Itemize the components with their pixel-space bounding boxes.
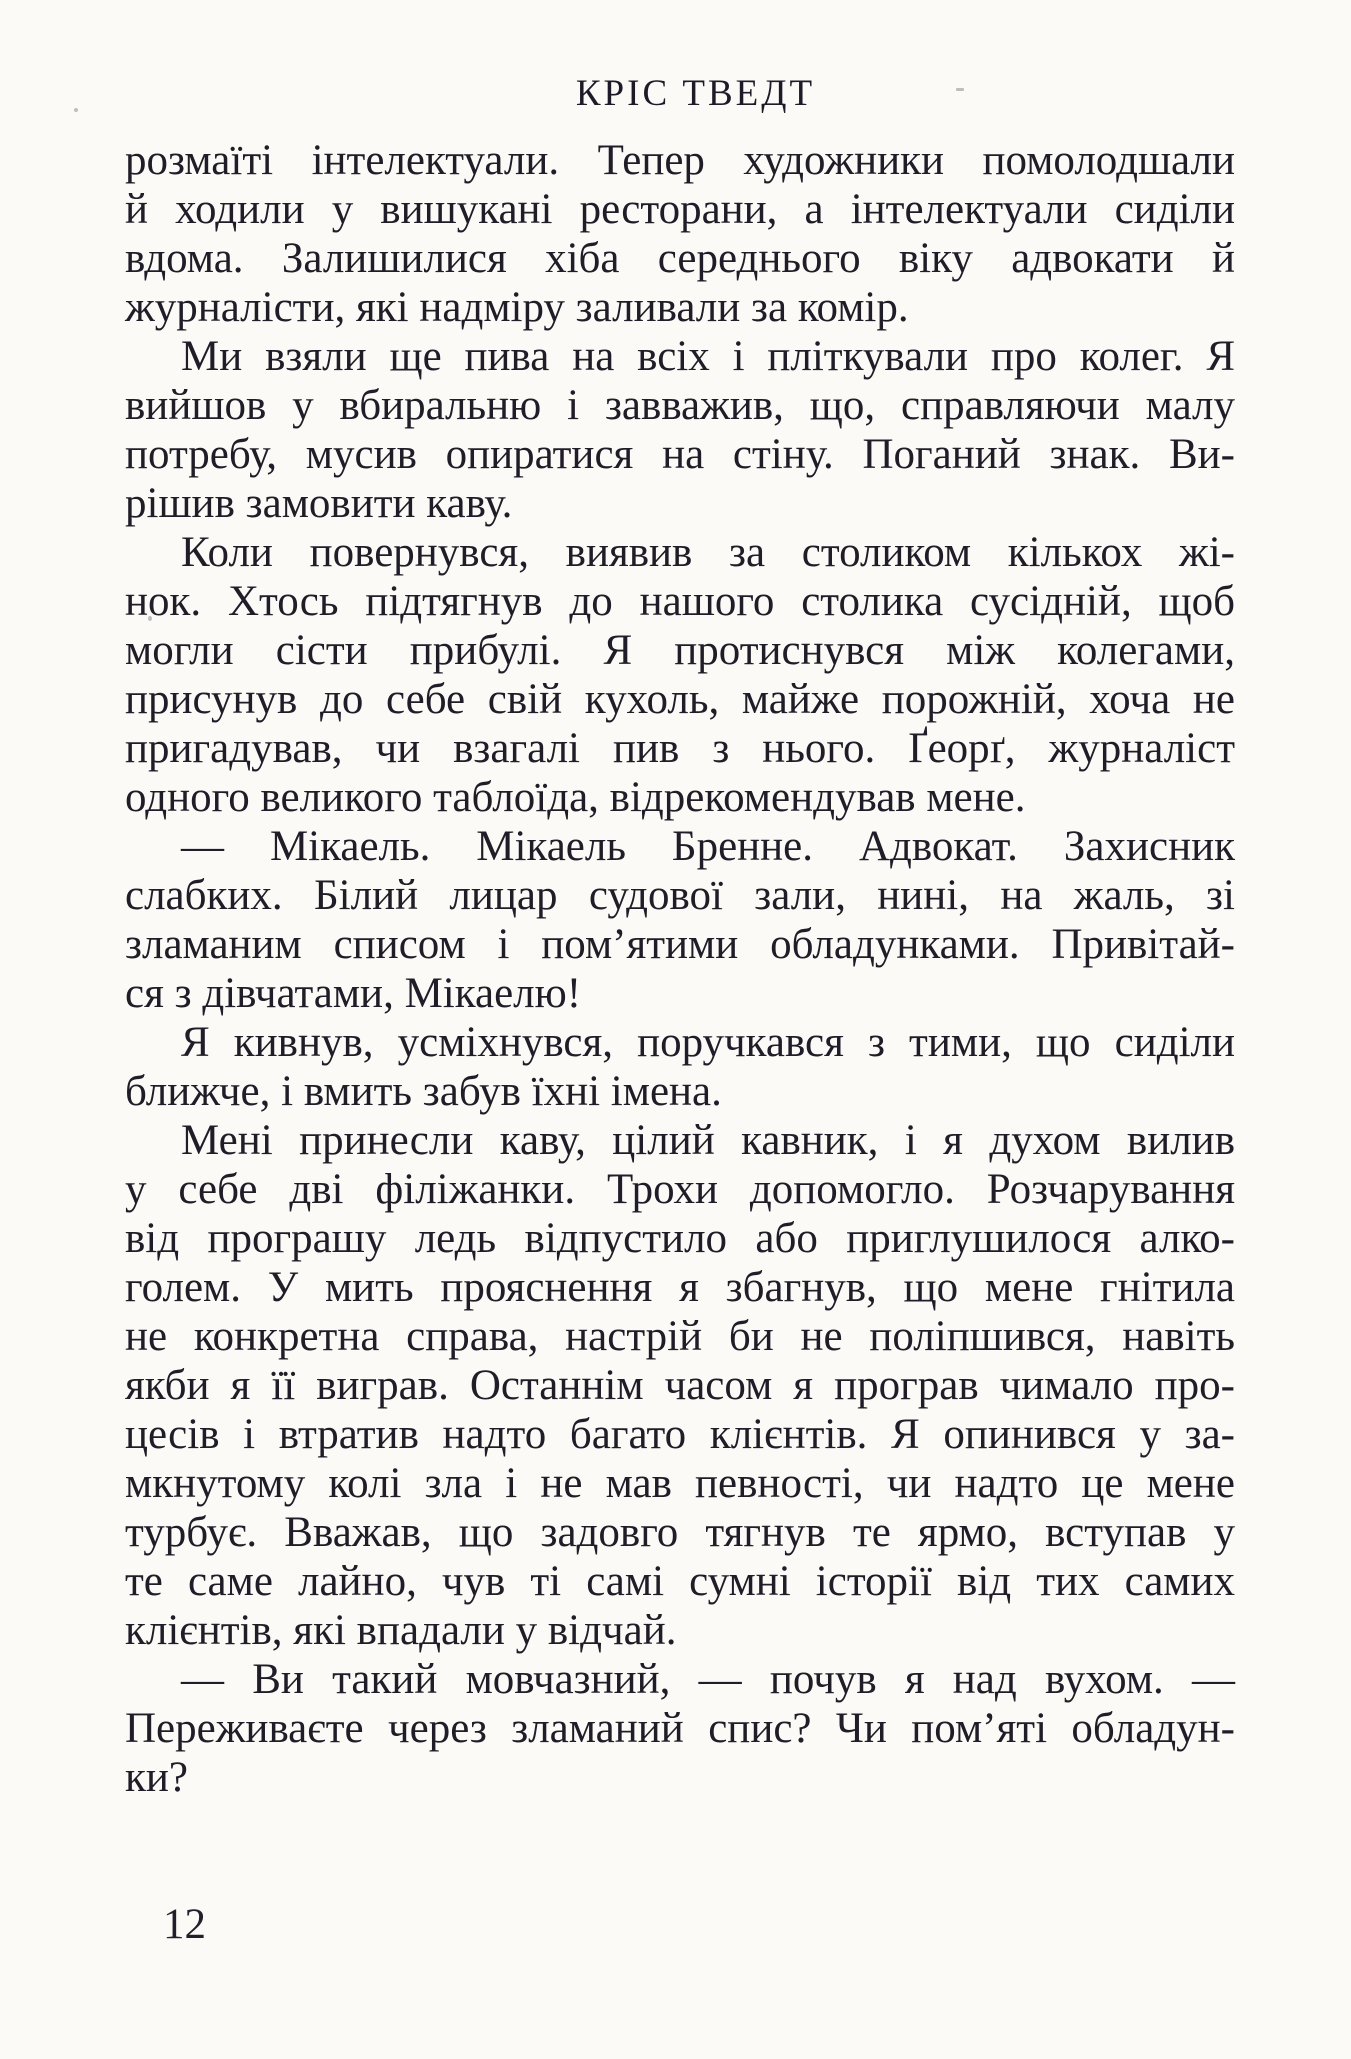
text-line: ки? [125,1754,188,1801]
text-line: одного великого таблоїда, відрекомендував мене. [125,774,1026,821]
text-line: пригадував, чи взагалі пив з нього. Ґеорґ, журналіст [125,725,1235,772]
text-line: могли сісти прибулі. Я протиснувся між колегами, [125,627,1235,674]
text-line: нок. Хтось підтягнув до нашого столика сусідній, щоб [125,578,1235,625]
text-line: журналісти, які надміру заливали за комір. [125,284,909,331]
text-line: розмаїті інтелектуали. Тепер художники помолодшали [125,137,1235,184]
text-line: якби я її виграв. Останнім часом я програв чимало про- [125,1362,1235,1409]
text-line: Мені принесли каву, цілий кавник, і я духом вилив [181,1117,1235,1164]
scan-speck [956,88,964,91]
text-line: слабких. Білий лицар судової зали, нині, на жаль, зі [125,872,1235,919]
text-line: від програшу ледь відпустило або приглушилося алко- [125,1215,1235,1262]
text-line: зламаним списом і пом’ятими обладунками. Привітай- [125,921,1235,968]
body-text [125,136,1235,1802]
page-number: 12 [163,1901,206,1948]
text-line: Коли повернувся, виявив за столиком кількох жі- [181,529,1235,576]
text-line: те саме лайно, чув ті самі сумні історії від тих самих [125,1558,1235,1605]
text-line: — Мікаель. Мікаель Бренне. Адвокат. Захисник [181,823,1235,870]
text-line: не конкретна справа, настрій би не поліпшився, навіть [125,1313,1235,1360]
text-line: — Ви такий мовчазний, — почув я над вухом. — [181,1656,1235,1703]
text-line: мкнутому колі зла і не мав певності, чи надто це мене [125,1460,1235,1507]
text-line: клієнтів, які впадали у відчай. [125,1607,677,1654]
text-line: й ходили у вишукані ресторани, а інтелектуали сиділи [125,186,1235,233]
text-line: Ми взяли ще пива на всіх і пліткували про колег. Я [181,333,1235,380]
running-header: КРІС ТВЕДТ [575,73,816,114]
text-line: Я кивнув, усміхнувся, поручкався з тими, що сиділи [181,1019,1235,1066]
text-line: у себе дві філіжанки. Трохи допомогло. Розчарування [125,1166,1235,1213]
scan-speck [74,108,78,112]
text-line: Переживаєте через зламаний спис? Чи пом’яті обладун- [125,1705,1235,1752]
text-line: вдома. Залишилися хіба середнього віку адвокати й [125,235,1235,282]
text-line: присунув до себе свій кухоль, майже порожній, хоча не [125,676,1235,723]
text-line: рішив замовити каву. [125,480,513,527]
text-line: ближче, і вмить забув їхні імена. [125,1068,722,1115]
text-line: турбує. Вважав, що задовго тягнув те ярмо, вступав у [125,1509,1235,1556]
text-line: голем. У мить прояснення я збагнув, що мене гнітила [125,1264,1235,1311]
text-line: вийшов у вбиральню і завважив, що, справляючи малу [125,382,1235,429]
text-line: потребу, мусив опиратися на стіну. Поганий знак. Ви- [125,431,1235,478]
text-line: цесів і втратив надто багато клієнтів. Я опинився у за- [125,1411,1235,1458]
text-line: ся з дівчатами, Мікаелю! [125,970,582,1017]
